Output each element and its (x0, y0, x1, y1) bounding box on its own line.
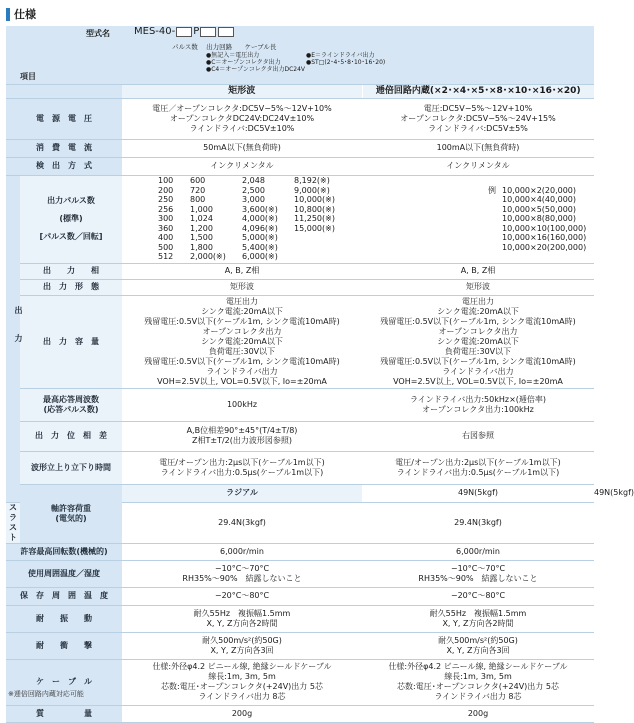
value-line: ラインドライバ:DC5V±10% (189, 123, 295, 133)
power-multiplier (362, 98, 594, 139)
row-vibration (6, 605, 594, 632)
ambient-square (122, 560, 362, 587)
pulse-value: 512 (158, 252, 174, 262)
label-line: (応答パルス数) (43, 404, 99, 414)
pulse-box (176, 27, 192, 37)
pulses-multiplier (362, 175, 594, 263)
multiplier-example (488, 205, 594, 215)
section-title-bar (6, 6, 36, 22)
multiplier-value: 10,000×5(50,000) (502, 204, 577, 214)
multiplier-example (488, 233, 594, 243)
row-waveform (6, 279, 594, 295)
multiplier-value: 10,000×4(40,000) (502, 195, 577, 205)
pulse-value (294, 252, 338, 262)
value-line: オープンコレクタDC24V:DC24V±10% (169, 113, 315, 123)
waveform-multiplier: 矩形波 (362, 279, 594, 295)
row-label: 保 存 周 囲 温 度 (6, 587, 122, 605)
pulse-value: 10,800(※) (294, 204, 335, 214)
mass-square: 200g (122, 705, 362, 722)
value-line: −10°C〜70°C (450, 563, 506, 573)
capacity-line: シンク電流:20mA以下 (437, 306, 519, 316)
waveform-square: 矩形波 (122, 279, 362, 295)
model-code (134, 27, 235, 37)
pulse-value: 1,800 (190, 242, 213, 252)
shock-multiplier (362, 632, 594, 659)
row-cable (6, 659, 594, 705)
capacity-line: 電圧出力 (226, 296, 258, 306)
value-line: 耐久55Hz 複振幅1.5mm (429, 608, 527, 618)
capacity-line: オープンコレクタ出力 (438, 326, 518, 336)
title-marker (6, 8, 10, 21)
capacity-line: 残留電圧:0.5V以下(ケーブル1m, シンク電流10mA時) (380, 316, 576, 326)
row-label: 検 出 方 式 (6, 157, 122, 175)
legend-pulse: パルス数 (172, 43, 198, 51)
pulse-value: 1,200 (190, 223, 213, 233)
capacity-line: 負荷電圧:30V以下 (208, 346, 276, 356)
row-label: 許容最高回転数(機械的) (6, 543, 122, 560)
capacity-line: 残留電圧:0.5V以下(ケーブル1m, シンク電流10mA時) (144, 356, 340, 366)
row-frequency (6, 388, 594, 421)
model-code-mid: P (193, 26, 200, 37)
frequency-square: 100kHz (122, 388, 362, 421)
footnote: ※逓倍回路内蔵対応可能 (8, 690, 84, 698)
label-line: [パルス数／回転] (39, 232, 103, 241)
multiplier-example (488, 195, 594, 205)
blank-header (6, 84, 122, 98)
capacity-line: シンク電流:20mA以下 (201, 336, 283, 346)
pulse-value: 10,000(※) (294, 195, 335, 205)
pulse-value: 1,024 (190, 214, 213, 224)
value-line: ラインドライバ出力 8芯 (198, 692, 286, 701)
pulses-square (122, 175, 362, 263)
value-line: A,B位相差90°±45°(T/4±T/8) (186, 426, 298, 435)
ambient-multiplier (362, 560, 594, 587)
multiplier-value: 10,000×8(80,000) (502, 214, 577, 224)
output-side-text: 出力 (14, 305, 23, 362)
row-label: 出 力 相 (20, 263, 122, 279)
capacity-line: オープンコレクタ出力 (202, 326, 282, 336)
value-line: −10°C〜70°C (214, 563, 270, 573)
value-line: X, Y, Z方向各2時間 (206, 618, 278, 628)
capacity-square (122, 295, 362, 388)
pulse-value: 3,000 (242, 195, 265, 205)
row-phase (6, 263, 594, 279)
phase-diff-multiplier: 右図参照 (362, 421, 594, 451)
row-label: 消 費 電 流 (6, 139, 122, 157)
pulse-value: 9,000(※) (294, 185, 330, 195)
capacity-line: シンク電流:20mA以下 (201, 306, 283, 316)
pulse-value: 1,500 (190, 233, 213, 243)
model-header (6, 26, 594, 84)
row-label: 波形立上り立下り時間 (20, 451, 122, 484)
multiplier-example (488, 224, 594, 234)
circuit-notes-right (306, 52, 385, 66)
value-line: 芯数:電圧･オープンコレクタ(+24V)出力 5芯 (397, 682, 559, 691)
model-header-row (6, 26, 594, 84)
radial-square: 49N(5kgf) (362, 484, 594, 502)
row-capacity (6, 295, 594, 388)
capacity-line: 残留電圧:0.5V以下(ケーブル1m, シンク電流10mA時) (380, 356, 576, 366)
multiplier-value: 10,000×20(200,000) (502, 242, 587, 252)
capacity-line: ラインドライバ出力 (442, 366, 514, 376)
thrust-multiplier: 29.4N(3kgf) (362, 502, 594, 543)
capacity-line: ラインドライバ出力 (206, 366, 278, 376)
row-label: 耐 振 動 (6, 605, 122, 632)
pulse-value: 2,500 (242, 185, 265, 195)
pulse-value: 500 (158, 242, 174, 252)
value-line: ラインドライバ:DC5V±5% (428, 123, 528, 133)
pulse-value: 15,000(※) (294, 223, 335, 233)
pulse-value: 300 (158, 214, 174, 224)
capacity-line: 電圧出力 (462, 296, 494, 306)
row-pulses (6, 175, 594, 263)
value-line: ラインドライバ出力 8芯 (434, 692, 522, 701)
value-line: Z相T±T/2(出力波形図参照) (192, 436, 292, 445)
pulse-value: 4,000(※) (242, 214, 278, 224)
capacity-multiplier (362, 295, 594, 388)
phase-diff-square (122, 421, 362, 451)
load-label (20, 484, 122, 543)
multiplier-value: 10,000×10(100,000) (502, 223, 587, 233)
multiplier-example (488, 214, 594, 224)
vibration-square (122, 605, 362, 632)
row-detect (6, 157, 594, 175)
value-line: オープンコレクタ出力:100kHz (422, 404, 534, 414)
pulse-value: 720 (190, 185, 206, 195)
value-line: 仕様:外径φ4.2 ビニール線, 絶縁シールドケーブル (152, 662, 332, 671)
frequency-label (20, 388, 122, 421)
pulse-value: 6,000(※) (242, 252, 278, 262)
item-label: 項目 (20, 72, 36, 81)
value-line: オープンコレクタ:DC5V−5%〜24V+15% (400, 113, 556, 123)
pulse-value (294, 243, 338, 253)
phase-multiplier: A, B, Z相 (362, 263, 594, 279)
pulse-value (294, 233, 338, 243)
row-label: 耐 衝 撃 (6, 632, 122, 659)
circuit-note: ●C＝オープンコレクタ出力 (206, 59, 281, 66)
value-line: X, Y, Z方向各3回 (446, 645, 510, 655)
capacity-line: VOH=2.5V以上, VOL=0.5V以下, Io=±20mA (393, 376, 563, 386)
pulse-value: 360 (158, 223, 174, 233)
current-square: 50mA以下(無負荷時) (122, 139, 362, 157)
circuit-note: ●E＝ラインドライバ出力 (306, 52, 375, 59)
row-shock (6, 632, 594, 659)
spec-table (6, 26, 634, 723)
pulse-value: 600 (190, 176, 206, 186)
row-load-radial: 軸許容荷重 (電気的) ラジアル 49N(5kgf) 49N(5kgf) (6, 484, 594, 502)
multiplier-example (488, 243, 594, 253)
power-square (122, 98, 362, 139)
frequency-multiplier (362, 388, 594, 421)
label-line: 出力パルス数 (47, 196, 95, 205)
value-line: RH35%〜90% 結露しないこと (182, 573, 302, 583)
cable-box (218, 27, 234, 37)
rise-multiplier (362, 451, 594, 484)
value-line: 電圧/オープン出力:2μs以下(ケーブル1m以下) (159, 457, 325, 467)
capacity-line: VOH=2.5V以上, VOL=0.5V以下, Io=±20mA (157, 376, 327, 386)
row-label: 使用周囲温度／湿度 (6, 560, 122, 587)
value-line: 耐久500m/s²(約50G) (438, 635, 518, 645)
pulses-label (20, 175, 122, 263)
row-rise (6, 451, 594, 484)
row-label: 出 力 容 量 (20, 295, 122, 388)
speed-square: 6,000r/min (122, 543, 362, 560)
multiplier-example (488, 186, 594, 196)
capacity-line: 残留電圧:0.5V以下(ケーブル1m, シンク電流10mA時) (144, 316, 340, 326)
pulse-value: 4,096(※) (242, 223, 278, 233)
output-side-label (6, 175, 23, 502)
legend-circuit: 出力回路 (206, 43, 233, 51)
pulse-value: 2,000(※) (190, 252, 226, 262)
capacity-line: シンク電流:20mA以下 (437, 336, 519, 346)
phase-square: A, B, Z相 (122, 263, 362, 279)
value-line: ラインドライバ出力:0.5μs(ケーブル1m以下) (396, 467, 560, 477)
spec-table-container (6, 26, 634, 723)
row-current (6, 139, 594, 157)
radial-label: ラジアル (122, 484, 362, 502)
circuit-box (200, 27, 216, 37)
pulse-value: 8,192(※) (294, 176, 330, 186)
row-storage (6, 587, 594, 605)
section-title: 仕様 (14, 8, 36, 21)
value-line: ラインドライバ出力:0.5μs(ケーブル1m以下) (160, 467, 324, 477)
col-multiplier: 逓倍回路内蔵(×2･×4･×5･×8･×10･×16･×20) (362, 84, 594, 98)
storage-multiplier: −20°C〜80°C (362, 587, 594, 605)
column-header-row (6, 84, 594, 98)
pulse-value: 3,600(※) (242, 204, 278, 214)
pulse-value: 100 (158, 176, 174, 186)
thrust-label: スラスト (6, 502, 20, 543)
pulse-value: 256 (158, 204, 174, 214)
circuit-note: ●ST□(2･4･5･8･10･16･20) (306, 59, 386, 66)
pulse-value: 250 (158, 195, 174, 205)
label-line: 最高応答周波数 (43, 394, 99, 404)
label-line: (電気的) (55, 513, 87, 523)
pulse-value: 11,250(※) (294, 214, 335, 224)
row-label: 質 量 (6, 705, 122, 722)
circuit-note: ●無記入＝電圧出力 (206, 52, 260, 59)
model-label: 型式名 (86, 29, 110, 38)
circuit-notes-left (206, 52, 305, 73)
value-line: 線長:1m, 3m, 5m (444, 672, 512, 681)
row-label: 出 力 形 態 (20, 279, 122, 295)
pulse-value: 800 (190, 195, 206, 205)
circuit-note: ●C4＝オープンコレクタ出力DC24V (206, 66, 306, 73)
value-line: 電圧:DC5V−5%〜12V+10% (423, 103, 533, 113)
multiplier-value: 10,000×16(160,000) (502, 233, 587, 243)
value-line: 電圧/オープン出力:2μs以下(ケーブル1m以下) (395, 457, 561, 467)
row-power (6, 98, 594, 139)
value-line: 耐久55Hz 複振幅1.5mm (193, 608, 291, 618)
value-line: 耐久500m/s²(約50G) (202, 635, 282, 645)
example-prefix: 例 (488, 185, 496, 195)
label-line: 軸許容荷重 (51, 503, 91, 513)
value-line: RH35%〜90% 結露しないこと (418, 573, 538, 583)
value-line: 電圧／オープンコレクタ:DC5V−5%〜12V+10% (152, 103, 332, 113)
cable-square (122, 659, 362, 705)
value-line: 仕様:外径φ4.2 ビニール線, 絶縁シールドケーブル (388, 662, 568, 671)
value-line: X, Y, Z方向各3回 (210, 645, 274, 655)
multiplier-value: 10,000×2(20,000) (502, 185, 577, 195)
row-speed (6, 543, 594, 560)
value-line: ラインドライバ出力:50kHz×(逓倍率) (409, 394, 547, 404)
pulse-value: 2,048 (242, 176, 265, 186)
row-label: 電 源 電 圧 (6, 98, 122, 139)
value-line: X, Y, Z方向各2時間 (442, 618, 514, 628)
row-ambient (6, 560, 594, 587)
pulse-value: 5,400(※) (242, 242, 278, 252)
pulse-value: 5,000(※) (242, 233, 278, 243)
row-phase-diff (6, 421, 594, 451)
pulse-value: 1,000 (190, 204, 213, 214)
shock-square (122, 632, 362, 659)
row-mass (6, 705, 594, 722)
rise-square (122, 451, 362, 484)
pulse-value: 200 (158, 185, 174, 195)
label-line: (標準) (59, 214, 83, 223)
current-multiplier: 100mA以下(無負荷時) (362, 139, 594, 157)
legend-cable: ケーブル長 (244, 43, 277, 51)
row-label: 出 力 位 相 差 (20, 421, 122, 451)
model-code-prefix: MES-40- (134, 26, 176, 37)
pulse-grid (122, 176, 362, 262)
pulse-multiplier-list (362, 186, 594, 253)
capacity-line: 負荷電圧:30V以下 (444, 346, 512, 356)
col-square-wave: 矩形波 (122, 84, 362, 98)
thrust-square: 29.4N(3kgf) (122, 502, 362, 543)
row-label: ケ ー ブ ル (6, 659, 122, 705)
mass-multiplier: 200g (362, 705, 594, 722)
storage-square: −20°C〜80°C (122, 587, 362, 605)
cable-multiplier (362, 659, 594, 705)
value-line: 芯数:電圧･オープンコレクタ(+24V)出力 5芯 (161, 682, 323, 691)
value-line: 線長:1m, 3m, 5m (208, 672, 276, 681)
detect-square: インクリメンタル (122, 157, 362, 175)
detect-multiplier: インクリメンタル (362, 157, 594, 175)
pulse-value: 400 (158, 233, 174, 243)
model-code-legend (172, 42, 276, 52)
speed-multiplier: 6,000r/min (362, 543, 594, 560)
vibration-multiplier (362, 605, 594, 632)
